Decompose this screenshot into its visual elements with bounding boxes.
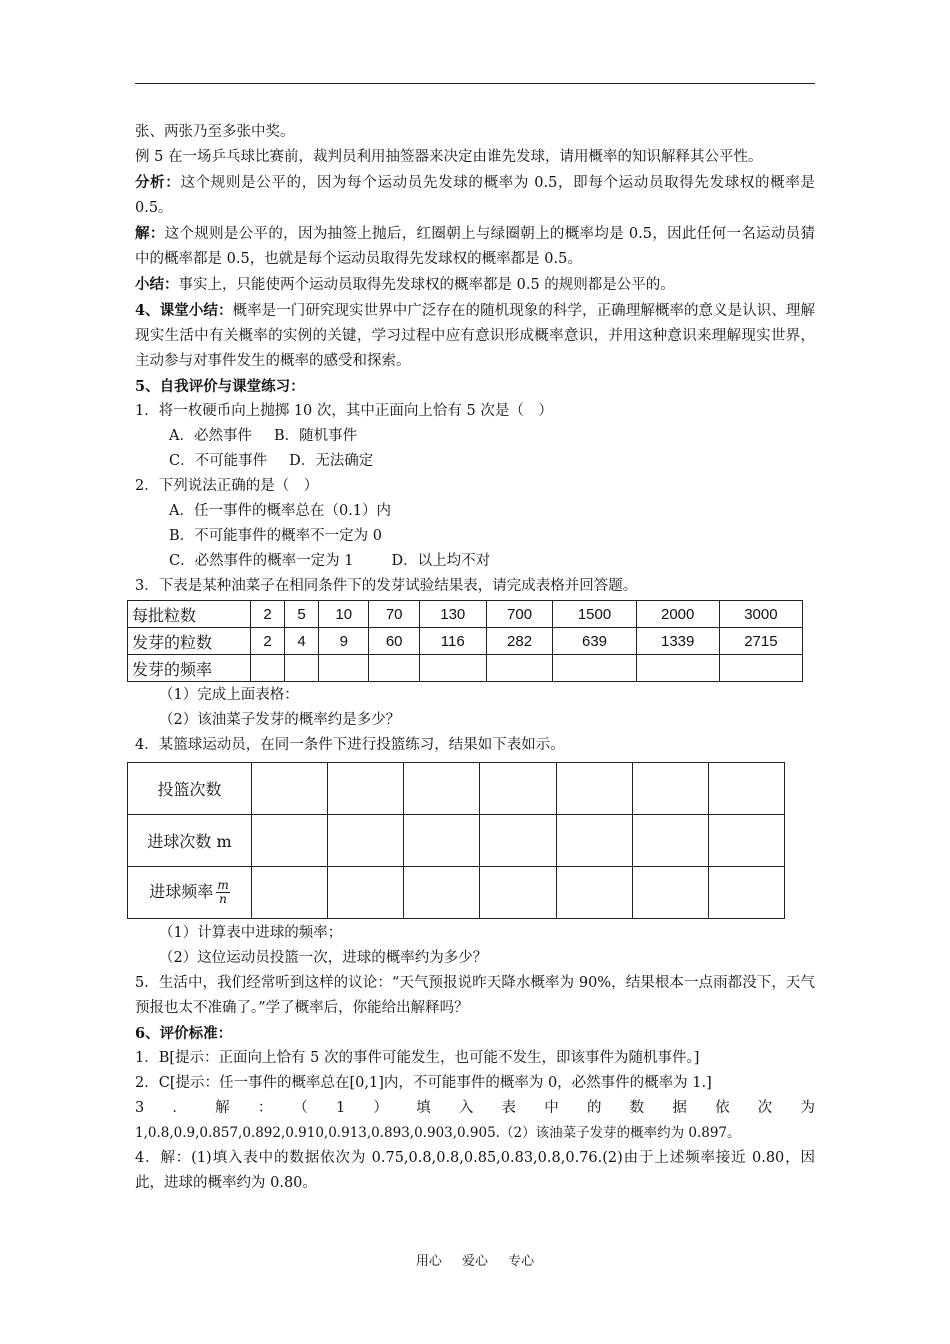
empty-cell [480, 763, 556, 815]
empty-cell [328, 815, 404, 867]
fraction-numerator: m [217, 878, 229, 892]
document-body [132, 120, 815, 1196]
solution-text: 这个规则是公平的，因为抽签上抛后，红圈朝上与绿圈朝上的概率均是 0.5，因此任何一名运动员猜中的概率都是 0.5，也就是每个运动员取得先发球权的概率都是 0.5。 [135, 226, 815, 267]
table-cell: 1500 [553, 601, 636, 628]
table-cell: 2 [251, 628, 285, 655]
question-4-sub-2: （2）这位运动员投篮一次，进球的概率约为多少？ [159, 950, 488, 966]
section-5-heading: 5、自我评价与课堂练习： [135, 378, 305, 395]
empty-cell [632, 815, 708, 867]
question-3-sub-1: （1）完成上面表格： [159, 687, 299, 703]
empty-cell [486, 655, 553, 682]
question-5: 5．生活中，我们经常听到这样的议论：“天气预报说昨天降水概率为 90%，结果根本一点雨都没下，天气预报也太不准确了。”学了概率后，你能给出解释吗？ [135, 975, 815, 1016]
table-cell: 2 [251, 601, 285, 628]
class-summary-text: 概率是一门研究现实世界中广泛存在的随机现象的科学，正确理解概率的意义是认识、理解现实生活中有关概率的实例的关键，学习过程中应有意识形成概率意识，并用这种意识来理解现实世界，主动参与对事件发生的概率的感受和探索。 [135, 303, 815, 369]
solution [135, 221, 815, 272]
empty-cell [404, 867, 480, 919]
empty-cell [553, 655, 636, 682]
empty-cell [319, 655, 369, 682]
section-6-heading: 6、评价标准： [135, 1025, 233, 1042]
empty-cell [328, 763, 404, 815]
empty-cell [556, 867, 632, 919]
basketball-shooting-table [127, 762, 785, 919]
empty-cell [632, 763, 708, 815]
page-footer [0, 1250, 950, 1269]
table-cell: 60 [369, 628, 419, 655]
row-header: 发芽的粒数 [128, 628, 251, 655]
footer-word: 专心 [508, 1254, 535, 1269]
table-cell: 3000 [719, 601, 802, 628]
table-cell: 1339 [636, 628, 719, 655]
summary-label: 小结： [135, 276, 179, 293]
question-3: 3．下表是某种油菜子在相同条件下的发芽试验结果表，请完成表格并回答题。 [135, 578, 638, 594]
class-summary [135, 298, 815, 374]
solution-label: 解： [135, 225, 165, 242]
footer-word: 爱心 [461, 1254, 488, 1269]
table-cell: 130 [419, 601, 486, 628]
row-header: 每批粒数 [128, 601, 251, 628]
empty-cell [328, 867, 404, 919]
table-cell: 10 [319, 601, 369, 628]
table-cell: 9 [319, 628, 369, 655]
answer-2: 2．C[提示：任一事件的概率总在[0,1]内，不可能事件的概率为 0，必然事件的概率为 1.] [135, 1075, 712, 1091]
row-header-label: 进球频率 [149, 882, 214, 901]
row-header: 发芽的频率 [128, 655, 251, 682]
option-b: B．不可能事件的概率不一定为 0 [169, 528, 382, 544]
empty-cell [719, 655, 802, 682]
row-header: 进球次数 m [128, 815, 252, 867]
empty-cell [636, 655, 719, 682]
question-4-sub-1: （1）计算表中进球的频率； [159, 925, 343, 941]
table-row [128, 867, 785, 919]
table-row [128, 655, 803, 682]
footer-word: 用心 [415, 1254, 442, 1269]
paragraph: 张、两张乃至多张中奖。 [135, 124, 295, 140]
empty-cell [252, 815, 328, 867]
question-2-options-cd [135, 549, 815, 574]
empty-cell [285, 655, 319, 682]
table-cell: 4 [285, 628, 319, 655]
table-row [128, 815, 785, 867]
seed-germination-table [127, 600, 803, 682]
analysis-text: 这个规则是公平的，因为每个运动员先发球的概率为 0.5，即每个运动员取得先发球权的概率是 0.5。 [135, 175, 815, 216]
row-header: 投篮次数 [128, 763, 252, 815]
empty-cell [708, 763, 784, 815]
example-5: 例 5 在一场乒乓球比赛前，裁判员利用抽签器来决定由谁先发球，请用概率的知识解释其公平性。 [135, 149, 763, 165]
option-b: B．随机事件 [273, 428, 358, 444]
empty-cell [556, 815, 632, 867]
answer-3-line-1: 3．解：（1）填入表中的数据依次为 [135, 1100, 815, 1116]
question-1: 1．将一枚硬币向上抛掷 10 次，其中正面向上恰有 5 次是（ ） [135, 403, 553, 419]
empty-cell [632, 867, 708, 919]
question-4: 4．某篮球运动员，在同一条件下进行投篮练习，结果如下表如示。 [135, 737, 565, 753]
row-header [128, 867, 252, 919]
empty-cell [480, 867, 556, 919]
summary-text: 事实上，只能使两个运动员取得先发球权的概率都是 0.5 的规则都是公平的。 [178, 277, 675, 293]
empty-cell [708, 815, 784, 867]
option-a: A．必然事件 [169, 428, 252, 444]
table-cell: 5 [285, 601, 319, 628]
empty-cell [404, 815, 480, 867]
analysis-label: 分析： [135, 174, 181, 191]
empty-cell [419, 655, 486, 682]
empty-cell [556, 763, 632, 815]
empty-cell [251, 655, 285, 682]
empty-cell [252, 867, 328, 919]
option-d: D．以上均不对 [391, 553, 491, 569]
empty-cell [252, 763, 328, 815]
table-row [128, 763, 785, 815]
answer-3-line-2: 1,0.8,0.9,0.857,0.892,0.910,0.913,0.893,0.903,0.905.（2）该油菜子发芽的概率约为 0.897。 [135, 1125, 741, 1141]
empty-cell [404, 763, 480, 815]
question-1-options-cd [135, 449, 815, 474]
fraction-denominator: n [219, 892, 227, 906]
header-rule [135, 83, 815, 84]
empty-cell [480, 815, 556, 867]
option-c: C．不可能事件 [169, 453, 268, 469]
class-summary-label: 4、课堂小结： [135, 302, 233, 319]
table-cell: 282 [486, 628, 553, 655]
answer-1: 1．B[提示：正面向上恰有 5 次的事件可能发生，也可能不发生，即该事件为随机事件。] [135, 1050, 700, 1066]
table-cell: 2715 [719, 628, 802, 655]
summary [135, 272, 815, 298]
table-row [128, 601, 803, 628]
table-cell: 639 [553, 628, 636, 655]
analysis [135, 170, 815, 221]
question-3-sub-2: （2）该油菜子发芽的概率约是多少？ [159, 712, 401, 728]
table-cell: 2000 [636, 601, 719, 628]
table-cell: 700 [486, 601, 553, 628]
empty-cell [708, 867, 784, 919]
answer-4: 4．解：(1)填入表中的数据依次为 0.75,0.8,0.8,0.85,0.83,0.8,0.76.(2)由于上述频率接近 0.80，因此，进球的概率约为 0.80。 [135, 1150, 815, 1191]
option-d: D．无法确定 [289, 453, 374, 469]
table-cell: 70 [369, 601, 419, 628]
option-c: C．必然事件的概率一定为 1 [169, 553, 354, 569]
table-cell: 116 [419, 628, 486, 655]
option-a: A．任一事件的概率总在（0.1）内 [169, 503, 392, 519]
fraction-m-over-n [216, 879, 229, 906]
table-row [128, 628, 803, 655]
question-2: 2．下列说法正确的是（ ） [135, 478, 319, 494]
empty-cell [369, 655, 419, 682]
question-1-options-ab [135, 424, 815, 449]
